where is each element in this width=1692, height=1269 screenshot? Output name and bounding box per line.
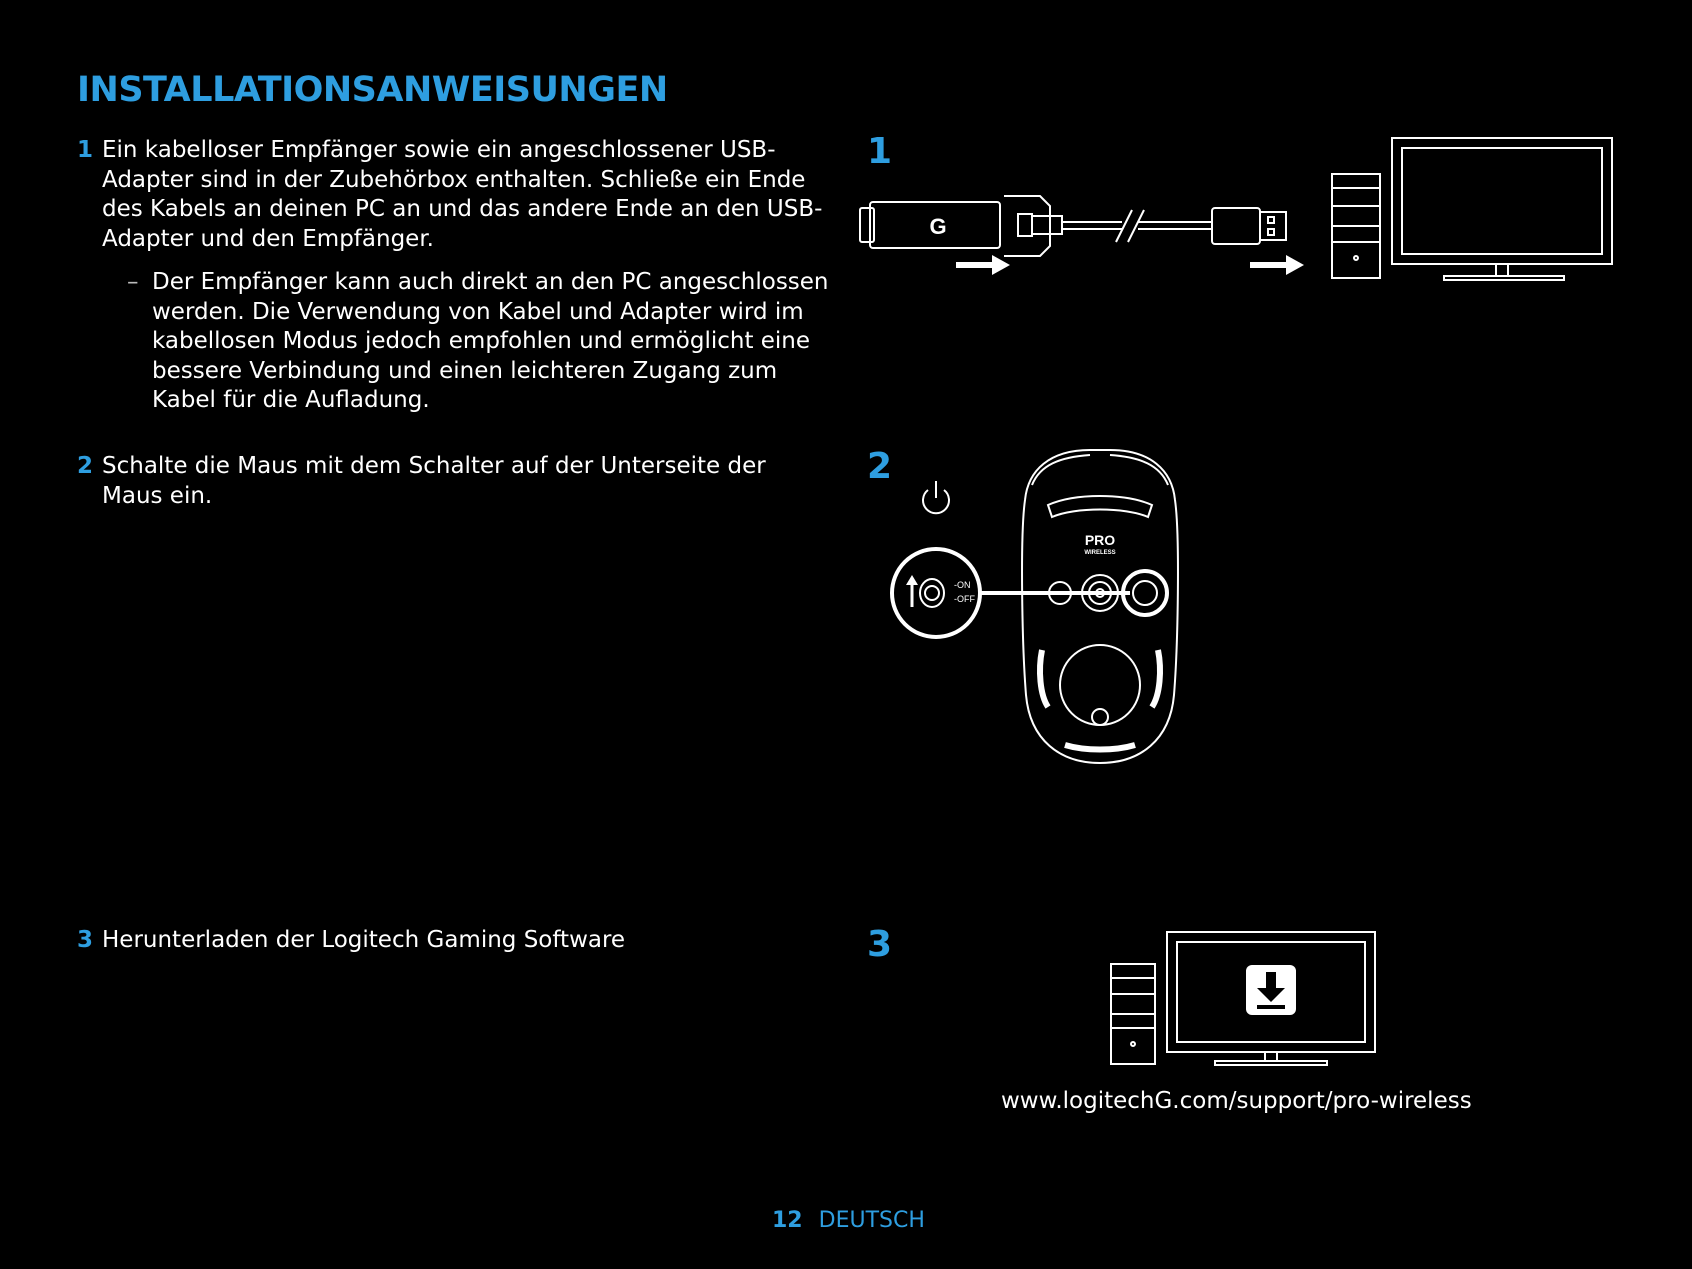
pc-tower-icon [1111,964,1155,1064]
pc-tower-icon [1332,174,1380,278]
step-3 [77,926,847,956]
figure-2-number: 2 [867,446,893,487]
step-1-number: 1 [77,137,94,163]
page-footer [772,1208,925,1233]
switch-off-label: OFF [957,594,975,604]
page-number: 12 [772,1208,803,1233]
arrow-icon [956,255,1304,275]
power-icon [923,481,949,513]
receiver-icon [860,202,1000,248]
figure-1-number: 1 [867,131,893,172]
usb-plug-icon [1212,208,1286,244]
figure-3-download-diagram [1105,928,1385,1068]
cable-icon [1062,210,1212,242]
monitor-icon [1392,138,1612,280]
support-url[interactable]: www.logitechG.com/support/pro-wireless [1001,1088,1472,1114]
page-title: INSTALLATIONSANWEISUNGEN [77,70,668,110]
step-1 [77,136,847,254]
footer-language: DEUTSCH [818,1208,925,1233]
step-2-text: Schalte die Maus mit dem Schalter auf der Unterseite der Maus ein. [102,453,766,509]
figure-2-mouse-diagram [880,445,1200,775]
step-2 [77,452,777,511]
svg-text:G: G [929,214,947,239]
step-1-substep [127,268,847,416]
switch-callout [892,549,1167,637]
step-3-number: 3 [77,927,94,953]
usb-adapter-icon [1004,196,1062,256]
figure-3-number: 3 [867,924,893,965]
svg-text:-ON: -ON [954,580,971,590]
step-1-text: Ein kabelloser Empfänger sowie ein angeschlossener USB-Adapter sind in der Zubehörbox enthalten. Schließe ein Ende des Kabels an deinen PC an und das andere Ende an den USB-Adapter und den Empfänger. [102,137,823,252]
mouse-icon [1022,450,1178,763]
mouse-brand-label: PRO [1084,532,1116,548]
step-3-text: Herunterladen der Logitech Gaming Software [102,927,626,953]
switch-on-label: ON [957,580,971,590]
substep-text: Der Empfänger kann auch direkt an den PC angeschlossen werden. Die Verwendung von Kabel und Adapter wird im kabellosen Modus jedoch empfohlen und ermöglicht eine bessere Verbindung und einen leichteren Zugang zum Kabel für die Aufladung. [152,269,829,413]
mouse-model-label: WIRELESS [1084,550,1116,556]
download-icon [1246,965,1296,1015]
svg-text:-OFF: -OFF [954,594,975,604]
step-2-number: 2 [77,453,94,479]
substep-dash: – [127,269,139,295]
figure-1-connection-diagram [860,130,1620,290]
